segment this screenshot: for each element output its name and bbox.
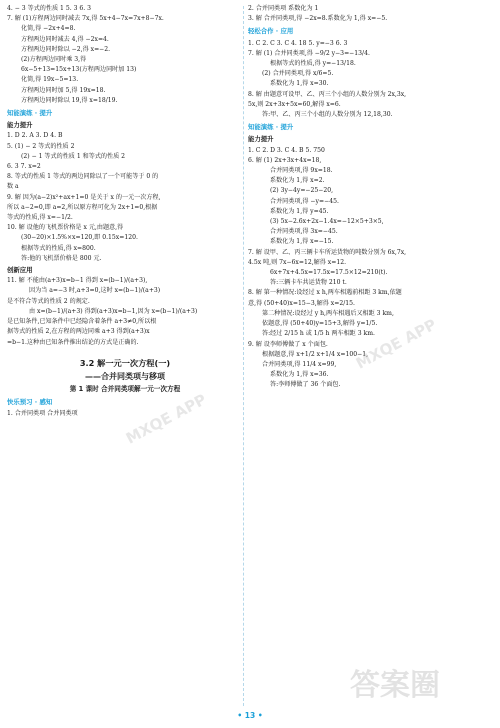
left-answers	[7, 4, 243, 348]
answer-line: 据等式的性质 2,在方程的两边同乘 a+3 得到(a+3)x	[7, 328, 150, 336]
answer-line: 答:他的飞机票价格是 800 元.	[21, 254, 102, 262]
preview-answer: 1. 合并同类项 合并同类项	[7, 409, 78, 417]
answer-line: 7. 解 (1) 合并同类项,得 −9/2 y−3=−13/4.	[248, 49, 370, 57]
answer-line: 1. D 2. A 3. D 4. B	[7, 132, 63, 140]
answer-line: 4. − 3 等式的性质 1 5. 3 6. 3	[7, 5, 92, 12]
answer-line: (30−20)×1.5%×x=120,即 0.15x=120.	[21, 234, 138, 242]
answer-line: 数 a	[7, 183, 19, 191]
answer-line: 8. 解 第一种情况:设经过 x h,两车相遇前相距 3 km,依题	[248, 289, 402, 297]
answer-line: 4.5x 吨,则 7x−6x=12,解得 x=12.	[248, 258, 347, 266]
section-title: 3.2 解一元一次方程(一)	[79, 357, 171, 368]
answer-line: 系数化为 1,得 x=30.	[270, 80, 329, 88]
answer-line: 6x+7x+4.5x=17.5x=17.5×12=210(t).	[270, 269, 388, 277]
answer-line: 根据题意,得 x+1/2 x+1/4 x=100−1,	[262, 350, 369, 358]
answer-line: 依题意,得 (50+40)y=15+3,解得 y=1/5.	[262, 320, 378, 328]
answer-line: 合并同类项,得 11/4 x=99,	[262, 360, 337, 368]
section-heading: 知能演练 · 提升	[248, 123, 294, 132]
answer-line: 10. 解 设他的飞机票价格是 x 元,由题意,得	[7, 224, 124, 232]
answer-line: 方程两边同时除以 19,得 x=18/19.	[21, 96, 118, 104]
watermark: MXQE APP	[352, 315, 440, 373]
answer-line: 8. 解 由题意可设甲、乙、丙三个小组的人数分别为 2x,3x,	[248, 90, 407, 98]
column-divider	[243, 6, 244, 706]
section-heading: 轻松合作 · 应用	[248, 27, 294, 36]
answer-line: 是已知条件,已知条件中已经隐含着条件 a+3≠0,所以根	[7, 318, 157, 326]
answer-line: 由 x=(b−1)/(a+3) 得到(a+3)x=b−1,因为 x=(b−1)/(a+3)	[29, 307, 198, 315]
answer-line: 等式的性质,得 x=−1/2.	[7, 214, 73, 222]
answer-line: 化简,得 19x−5=13.	[21, 76, 79, 84]
answer-line: 合并同类项,得 3x=−45.	[270, 228, 338, 236]
answer-line: 6x−5+13=15x+13(方程两边同时加 13)	[21, 66, 137, 74]
answer-line: (2) 3y−4y=−25−20,	[270, 187, 334, 195]
answer-line: 系数化为 1,得 x=36.	[270, 371, 329, 379]
right-answers	[248, 4, 484, 391]
answer-line: 根据等式的性质,得 x=800.	[21, 244, 96, 252]
answer-line: 1. C 2. C 3. C 4. 18 5. y=−3 6. 3	[248, 39, 348, 47]
left-column	[7, 4, 243, 419]
answer-line: 意,得 (50+40)x=15−3,解得 x=2/15.	[248, 299, 355, 307]
answer-line: 7. 解 (1)方程两边同时减去 7x,得 5x+4−7x=7x+8−7x.	[7, 15, 164, 23]
page-number: • 13 •	[237, 711, 263, 720]
answer-line: 是不符合等式的性质 2 的规定.	[7, 297, 90, 305]
answer-line: (2) 合并同类项,得 x/6=5.	[262, 70, 334, 78]
answer-line: 因为当 a=−3 时,a+3=0,这时 x=(b−1)/(a+3)	[29, 287, 161, 295]
watermark-logo: 答案圈	[350, 668, 440, 703]
answer-line: 5x,则 2x+3x+5x=60,解得 x=6.	[248, 100, 341, 108]
answer-line: 所以 a−2=0,即 a=2,所以原方程可化为 2x+1=0,根据	[7, 203, 158, 211]
answer-line: 5. (1) − 2 等式的性质 2	[7, 142, 75, 150]
answer-line: 根据等式的性质,得 y=−13/18.	[270, 60, 356, 68]
watermark: MXQE APP	[122, 390, 210, 448]
answer-line: 答:甲、乙、丙三个小组的人数分别为 12,18,30.	[262, 111, 393, 119]
subsection-heading: 创新应用	[7, 266, 33, 275]
answer-line: 第二种情况:设经过 y h,两车相遇后又相距 3 km,	[262, 309, 394, 317]
answer-line: 系数化为 1,得 y=45.	[270, 207, 329, 215]
answer-line: 系数化为 1,得 x=−15.	[270, 238, 334, 246]
answer-line: 1. C 2. D 3. C 4. B 5. 750	[248, 146, 325, 154]
answer-line: 9. 解 因为(a−2)x²+ax+1=0 是关于 x 的一元一次方程,	[7, 193, 161, 201]
answer-line: 合并同类项,得 9x=18.	[270, 167, 333, 175]
answer-line: 合并同类项,得 −y=−45.	[270, 197, 339, 205]
answer-line: 答:三辆卡车共运货物 210 t.	[270, 279, 347, 287]
answer-line: (2)方程两边同时乘 3,得	[21, 56, 87, 64]
answer-line: 11. 解 不能由(a+3)x=b−1 得到 x=(b−1)/(a+3),	[7, 277, 148, 285]
answer-line: 3. 解 合并同类项,得 −2x=8.系数化为 1,得 x=−5.	[248, 15, 388, 23]
answer-line: 答:经过 2/15 h 或 1/5 h 两车相距 3 km.	[262, 330, 375, 338]
answer-line: (3) 5x−2.6x+2x−1.4x=−12×5+3×5,	[270, 218, 384, 226]
answer-line: 6. 3 7. x=2	[7, 163, 41, 171]
preview-heading: 快乐预习 · 感知	[7, 397, 53, 406]
answer-line: 7. 解 设甲、乙、丙三辆卡车所运货物的吨数分别为 6x,7x,	[248, 248, 407, 256]
answer-line: 8. 等式的性质 1 等式的两边同除以了一个可能等于 0 的	[7, 173, 159, 181]
answer-line: 6. 解 (1) 2x+3x+4x=18,	[248, 156, 322, 164]
answer-line: 答:李师傅做了 36 个面包.	[270, 381, 341, 389]
subsection-heading: 能力提升	[7, 121, 33, 130]
answer-line: 9. 解 设李师傅做了 x 个面包.	[248, 340, 328, 348]
section-heading: 知能演练 · 提升	[7, 109, 53, 118]
section-subtitle: ——合并同类项与移项	[85, 371, 165, 381]
answer-line: 方程两边同时除以 −2,得 x=−2.	[21, 45, 111, 53]
answer-line: =b−1.这种由已知条件推出结论的方式是正确的.	[7, 338, 139, 346]
answer-line: 方程两边同时减去 4,得 −2x=4.	[21, 35, 109, 43]
subsection-heading: 能力提升	[248, 135, 274, 144]
answer-line: 化简,得 −2x+4=8.	[21, 25, 76, 33]
answer-line: (2) − 1 等式的性质 1 和等式的性质 2	[21, 152, 126, 160]
right-column	[248, 4, 484, 391]
lesson-title: 第 1 课时 合并同类项解一元一次方程	[69, 384, 181, 393]
answer-line: 方程两边同时加 5,得 19x=18.	[21, 86, 106, 94]
answer-line: 2. 合并同类项 系数化为 1	[248, 5, 319, 12]
answer-line: 系数化为 1,得 x=2.	[270, 177, 325, 185]
